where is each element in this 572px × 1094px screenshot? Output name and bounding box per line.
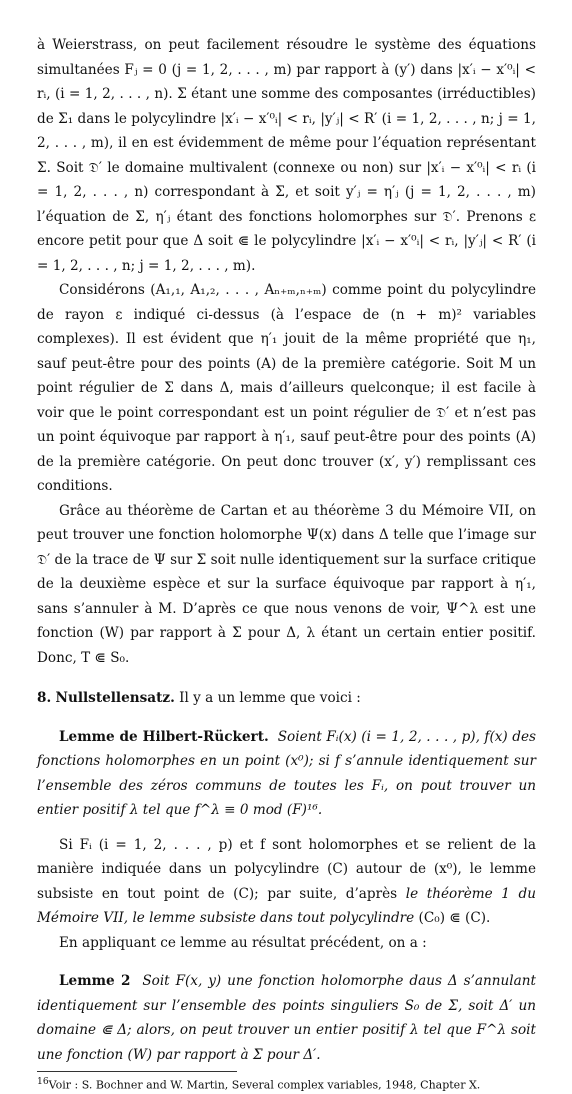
section-heading (37, 686, 536, 711)
lemma-1-statement: Soient Fᵢ(x) (i = 1, 2, . . . , p), f(x) des fonctions holomorphes en un point (x⁰); si f s’annule identiquement sur l’ensemble des zéros communs de toutes les Fᵢ, on pout trouver un entier positif λ tel que f^λ ≡ 0 mod (F)¹⁶. (37, 728, 536, 818)
paragraph-1: à Weierstrass, on peut facilement résoudre le système des équations simultanées Fⱼ = 0 (j = 1, 2, . . . , m) par rapport à (y′) dans |x′ᵢ − x′⁰ᵢ| < rᵢ, (i = 1, 2, . . . , n). Σ étant une somme des composantes (irréductibles) de Σ₁ dans le polycylindre |x′ᵢ − x′⁰ᵢ| < rᵢ, |y′ⱼ| < R′ (i = 1, 2, . . . , n; j = 1, 2, . . . , m), il en est évidemment de même pour l’équation représentant Σ. Soit 𝔇′ le domaine multivalent (connexe ou non) sur |x′ᵢ − x′⁰ᵢ| < rᵢ (i = 1, 2, . . . , n) correspondant à Σ, et soit y′ⱼ = η′ⱼ (j = 1, 2, . . . , m) l’équation de Σ, η′ⱼ étant des fonctions holomorphes sur 𝔇′. Prenons ε encore petit pour que Δ soit ⋐ le polycylindre |x′ᵢ − x′⁰ᵢ| < rᵢ, |y′ⱼ| < R′ (i = 1, 2, . . . , n; j = 1, 2, . . . , m). (37, 37, 536, 274)
footnote (37, 1074, 536, 1094)
section-number: 8. (37, 690, 52, 706)
lemma-hilbert-ruckert (37, 725, 536, 823)
lemma-2 (37, 969, 536, 1067)
lemma-2-statement: Soit F(x, y) une fonction holomorphe daus Δ s’annulant identiquement sur l’ensemble des points singuliers S₀ de Σ, soit Δ′ un domaine ⋐ Δ; alors, on peut trouver un entier positif λ tel que F^λ soit une fonction (W) par rapport à Σ pour Δ′. (37, 973, 536, 1063)
paragraph-4 (37, 833, 536, 931)
footnote-text: Voir : S. Bochner and W. Martin, Several complex variables, 1948, Chapter X. (48, 1078, 481, 1092)
paragraph-2: Considérons (A₁,₁, A₁,₂, . . . , Aₙ₊ₘ,ₙ₊ₘ) comme point du polycylindre de rayon ε indiqué ci-dessus (à l’espace de (n + m)² variables complexes). Il est évident que η′₁ jouit de la même propriété que η₁, sauf peut-être pour des points (A) de la première catégorie. Soit M un point régulier de Σ dans Δ, mais d’ailleurs quelconque; il est facile à voir que le point correspondant est un point régulier de 𝔇′ et n’est pas un point équivoque par rapport à η′₁, sauf peut-être pour des points (A) de la première catégorie. On peut donc trouver (x′, y′) remplissant ces conditions. (37, 282, 536, 494)
paragraph-4-part-a: Si Fᵢ (i = 1, 2, . . . , p) et f sont holomorphes et se relient de la manière indiquée dans un polycylindre (C) autour de (x⁰), le lemme subsiste en tout point de (C); par suite, d’après (37, 836, 536, 902)
section-title: Nullstellensatz. (55, 690, 175, 706)
paragraph-4-italic: le théorème 1 du Mémoire VII, le lemme subsiste dans tout polycylindre (37, 885, 537, 926)
paragraph-5: En appliquant ce lemme au résultat précédent, on a : (59, 934, 427, 951)
section-intro: Il y a un lemme que voici : (179, 690, 361, 706)
footnote-divider (37, 1071, 237, 1072)
footnote-marker: 16 (37, 1076, 49, 1087)
paragraph-4-part-b: (C₀) ⋐ (C). (414, 910, 491, 926)
paragraph-3: Grâce au théorème de Cartan et au théorème 3 du Mémoire VII, on peut trouver une fonction holomorphe Ψ(x) dans Δ telle que l’image sur 𝔇′ de la trace de Ψ sur Σ soit nulle identiquement sur la surface critique de la deuxième espèce et sur la surface équivoque par rapport à η′₁, sans s’annuler à M. D’après ce que nous venons de voir, Ψ^λ est une fonction (W) par rapport à Σ pour Δ, λ étant un certain entier positif. Donc, T ⋐ S₀. (37, 502, 536, 666)
lemma-2-label: Lemme 2 (59, 973, 131, 989)
lemma-1-label: Lemme de Hilbert-Rückert. (59, 728, 269, 745)
